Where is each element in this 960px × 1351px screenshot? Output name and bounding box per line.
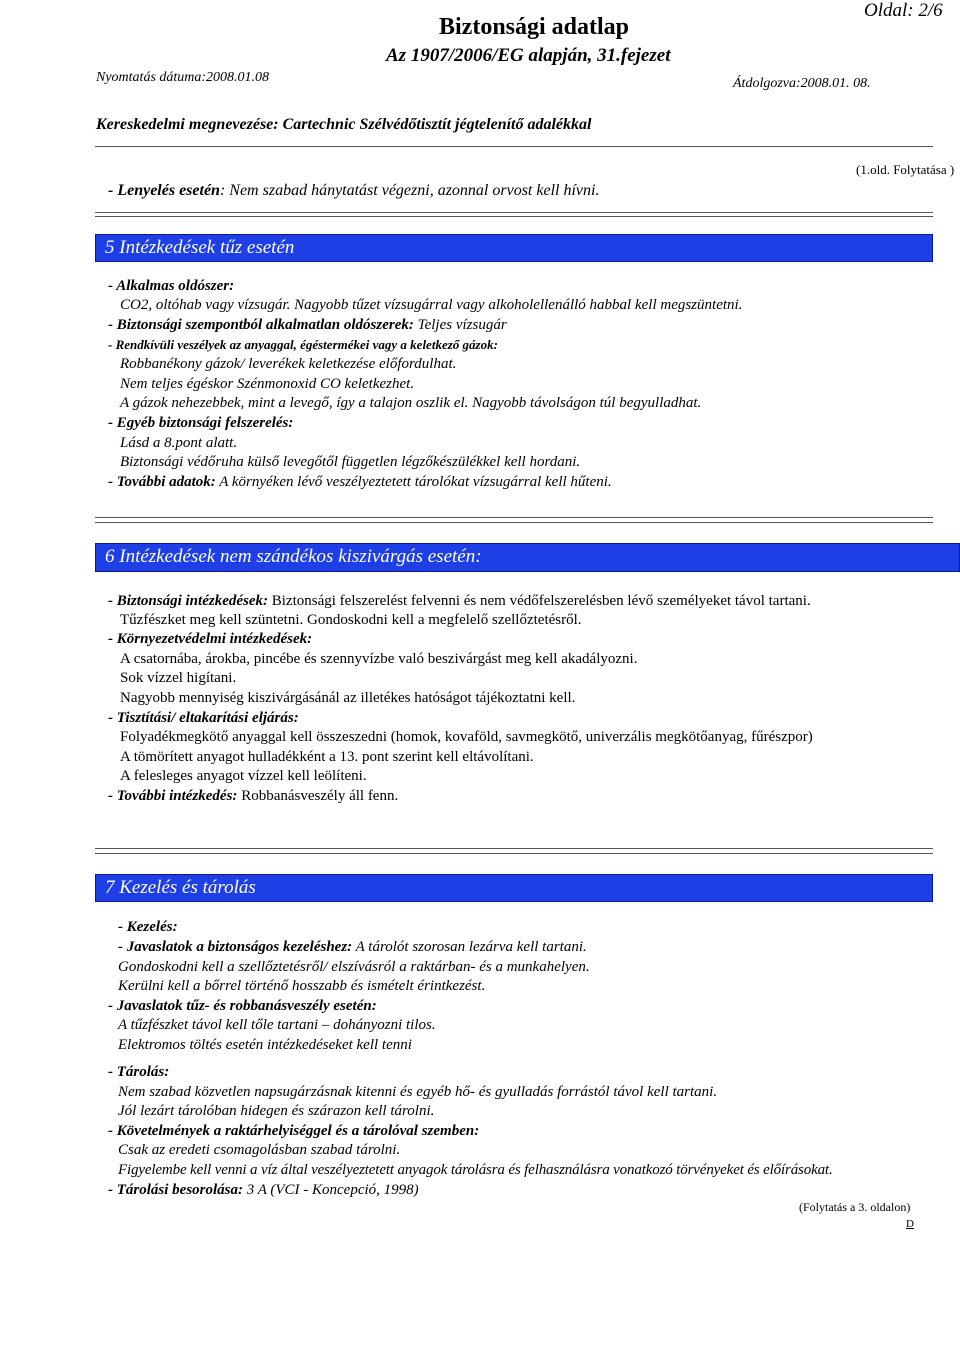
revision-date: Átdolgozva:2008.01. 08.	[733, 76, 871, 91]
s7-handling-label: - Kezelés:	[118, 919, 178, 935]
s6-personal-text: Biztonsági felszerelést felvenni és nem védőfelszerelésben lévő személyeket távol tartani.	[268, 593, 811, 609]
s7-safe-line-3: Kerülni kell a bőrrel történő hosszabb és ismételt érintkezést.	[118, 978, 486, 994]
s6-env-label: - Környezetvédelmi intézkedések:	[108, 631, 313, 647]
s5-hazards-line-2: Nem teljes égéskor Szénmonoxid CO keletkezhet.	[120, 376, 415, 392]
trade-name: Kereskedelmi megnevezése: Cartechnic Szélvédőtisztít jégtelenítő adalékkal	[96, 116, 592, 133]
s5-additional-line	[108, 473, 612, 492]
rule-6b	[95, 522, 933, 523]
s7-class-line	[108, 1181, 419, 1200]
s5-additional-text: A környéken lévő veszélyeztetett tárolókat vízsugárral kell hűteni.	[215, 474, 612, 490]
s6-personal-label: - Biztonsági intézkedések:	[108, 593, 268, 609]
s6-clean-line-3: A felesleges anyagot vízzel kell leölíteni.	[120, 768, 367, 784]
section-5-header	[95, 234, 933, 262]
footer-mark: D	[906, 1218, 914, 1230]
section-7-title: 7 Kezelés és tárolás	[105, 877, 256, 898]
rule-5b	[95, 216, 933, 217]
document-title: Biztonsági adatlap	[439, 14, 630, 40]
section-5-title: 5 Intézkedések tűz esetén	[105, 237, 295, 258]
s6-personal-line	[108, 592, 811, 611]
s6-clean-label: - Tisztítási/ eltakarítási eljárás:	[108, 710, 299, 726]
s5-unsuitable-label: - Biztonsági szempontból alkalmatlan oldószerek:	[108, 317, 414, 333]
s6-further-label: - További intézkedés:	[108, 788, 238, 804]
continuation-note: (1.old. Folytatása )	[856, 162, 955, 177]
ingestion-label: - Lenyelés esetén	[108, 182, 220, 199]
s6-clean-line-2: A tömörített anyagot hulladékként a 13. pont szerint kell eltávolítani.	[120, 749, 534, 765]
print-date: Nyomtatás dátuma:2008.01.08	[96, 70, 270, 85]
rule-5a	[95, 212, 933, 213]
s6-env-line-3: Nagyobb mennyiség kiszivárgásánál az illetékes hatóságot tájékoztatni kell.	[120, 690, 576, 706]
s6-personal-line-2: Tűzfészket meg kell szüntetni. Gondoskodni kell a megfelelő szellőztetésről.	[120, 612, 582, 628]
s5-suitable-text: CO2, oltóhab vagy vízsugár. Nagyobb tűzet vízsugárral vagy alkoholellenálló habbal kell megszüntetni.	[120, 297, 743, 313]
rule-7a	[95, 848, 933, 849]
section-6-title: 6 Intézkedések nem szándékos kiszivárgás esetén:	[105, 546, 482, 567]
section-7-header	[95, 874, 933, 902]
s7-storage-line-2: Jól lezárt tárolóban hidegen és szárazon kell tárolni.	[118, 1103, 435, 1119]
ingestion-text: : Nem szabad hánytatást végezni, azonnal orvost kell hívni.	[219, 182, 600, 199]
s5-additional-label: - További adatok:	[108, 474, 216, 490]
s5-suitable-label: - Alkalmas oldószer:	[108, 278, 235, 294]
document-subtitle: Az 1907/2006/EG alapján, 31.fejezet	[386, 45, 671, 66]
s5-hazards-label: - Rendkívüli veszélyek az anyaggal, égéstermékei vagy a keletkező gázok:	[108, 337, 498, 352]
s5-unsuitable-text: Teljes vízsugár	[413, 317, 507, 333]
s5-unsuitable-line	[108, 316, 507, 335]
ingestion-line	[108, 181, 599, 200]
s7-safe-line	[118, 938, 587, 957]
s7-class-text: 3 A (VCI - Koncepció, 1998)	[243, 1182, 419, 1198]
section-6-header	[95, 543, 960, 572]
s7-req-line-2: Figyelembe kell venni a víz által veszélyeztetett anyagok tárolásra és felhasználásra vonatkozó törvényeket és előírásokat.	[118, 1162, 833, 1178]
header-rule	[95, 146, 933, 147]
rule-6a	[95, 517, 933, 518]
s7-storage-line-1: Nem szabad közvetlen napsugárzásnak kitenni és egyéb hő- és gyulladás forrástól távol kell tartani.	[118, 1084, 718, 1100]
s6-clean-line-1: Folyadékmegkötő anyaggal kell összeszedni (homok, kovaföld, savmegkötő, univerzális megkötőanyag, fűrészpor)	[120, 729, 813, 745]
s5-hazards-line-3: A gázok nehezebbek, mint a levegő, így a talajon oszlik el. Nagyobb távolságon túl begyulladhat.	[120, 395, 702, 411]
s7-fire-line-1: A tűzfészket távol kell tőle tartani – dohányozni tilos.	[118, 1017, 436, 1033]
rule-7b	[95, 853, 933, 854]
s5-hazards-line-1: Robbanékony gázok/ leverékek keletkezése előfordulhat.	[120, 356, 457, 372]
s7-req-label: - Követelmények a raktárhelyiséggel és a tárolóval szemben:	[108, 1123, 480, 1139]
s7-req-line-1: Csak az eredeti csomagolásban szabad tárolni.	[118, 1142, 401, 1158]
s7-safe-line-2: Gondoskodni kell a szellőztetésről/ elszívásról a raktárban- és a munkahelyen.	[118, 959, 590, 975]
page-number: Oldal: 2/6	[864, 0, 943, 21]
footer-continuation: (Folytatás a 3. oldalon)	[799, 1200, 911, 1214]
s7-class-label: - Tárolási besorolása:	[108, 1182, 243, 1198]
s7-fire-line-2: Elektromos töltés esetén intézkedéseket kell tenni	[118, 1037, 412, 1053]
s6-further-text: Robbanásveszély áll fenn.	[237, 788, 399, 804]
s7-safe-text: A tárolót szorosan lezárva kell tartani.	[352, 939, 587, 955]
s7-storage-label: - Tárolás:	[108, 1064, 170, 1080]
s7-safe-label: - Javaslatok a biztonságos kezeléshez:	[118, 939, 353, 955]
s6-env-line-2: Sok vízzel higítani.	[120, 670, 237, 686]
s7-fire-label: - Javaslatok tűz- és robbanásveszély esetén:	[108, 998, 377, 1014]
s5-equipment-line-2: Biztonsági védőruha külső levegőtől független légzőkészülékkel kell hordani.	[120, 454, 581, 470]
s5-equipment-label: - Egyéb biztonsági felszerelés:	[108, 415, 294, 431]
s6-further-line	[108, 787, 398, 806]
s5-equipment-line-1: Lásd a 8.pont alatt.	[120, 435, 238, 451]
s6-env-line-1: A csatornába, árokba, pincébe és szennyvízbe való beszivárgást meg kell akadályozni.	[120, 651, 638, 667]
